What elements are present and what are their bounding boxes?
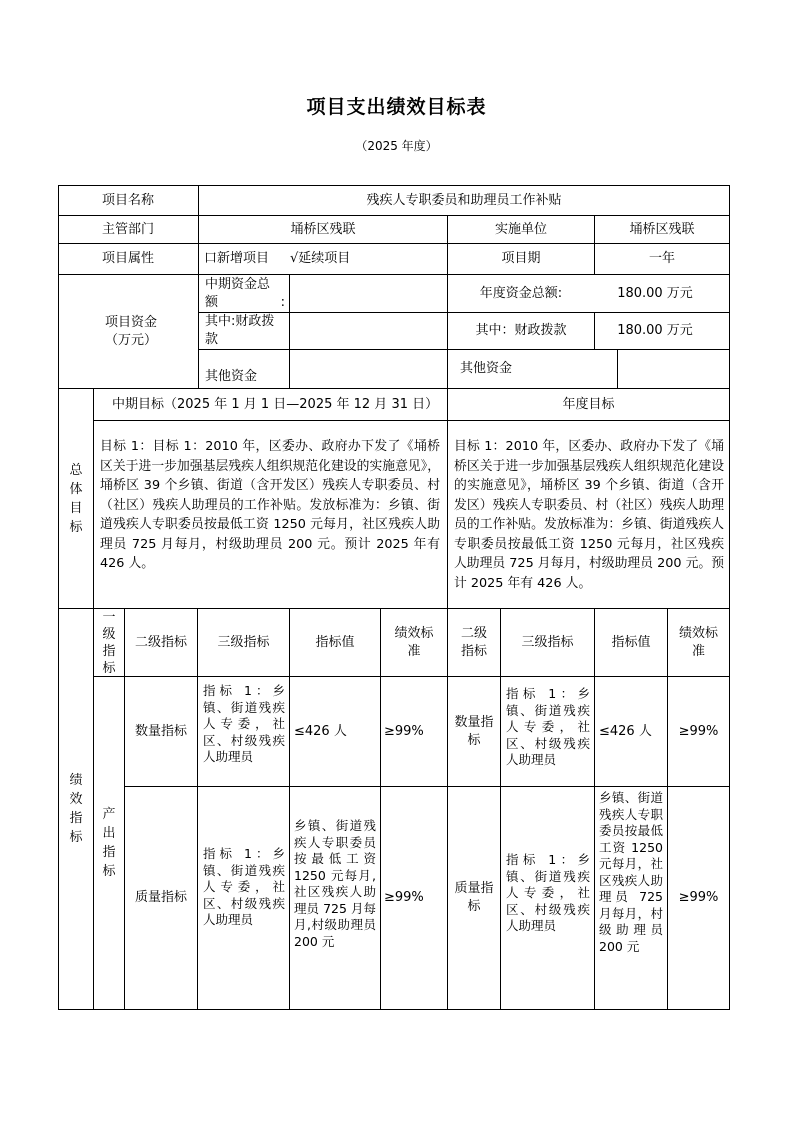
- document-title: 项目支出绩效目标表: [306, 96, 487, 118]
- period-value: 一年: [648, 251, 675, 266]
- perf-side-label: 绩效指标: [69, 773, 83, 845]
- period-label: 项目期: [501, 251, 541, 266]
- impl-value: 埇桥区残联: [629, 221, 695, 237]
- rule: [447, 388, 448, 1009]
- year-quantity-value: ≤426 人: [599, 723, 652, 739]
- header-level1: 一级指标: [102, 609, 116, 676]
- border-left: [58, 185, 59, 1010]
- mid-total-label: 中期资金总额:: [205, 276, 285, 310]
- header-level2: 二级指标: [134, 634, 187, 650]
- quantity-standard: ≥99%: [384, 723, 424, 739]
- project-name-value: 残疾人专职委员和助理员工作补贴: [366, 192, 562, 208]
- project-name-label: 项目名称: [101, 192, 154, 208]
- year-header-level3: 三级指标: [521, 634, 574, 650]
- level1-output: 产出指标: [102, 807, 116, 879]
- year-other-label: 其他资金: [460, 361, 513, 376]
- rule: [289, 274, 290, 388]
- dept-value: 埇桥区残联: [290, 221, 356, 237]
- border-bottom: [58, 1009, 730, 1010]
- attr-continue-option: √延续项目: [290, 251, 351, 266]
- mid-financial-label: 其中:财政拨款: [205, 314, 275, 347]
- document-year: （2025 年度）: [355, 139, 438, 153]
- goals-side-label: 总体目标: [69, 462, 83, 535]
- quality-level3: 指标 1：乡镇、街道残疾人专委，社区、村级残疾人助理员: [203, 846, 285, 927]
- year-financial-value: 180.00 万元: [617, 323, 693, 338]
- year-header-level2: 二级指标: [460, 625, 487, 659]
- year-header-standard: 绩效标准: [678, 625, 718, 659]
- mid-goal-header: 中期目标（2025 年 1 月 1 日—2025 年 12 月 31 日）: [112, 396, 439, 412]
- year-header-value: 指标值: [611, 634, 651, 650]
- quantity-value: ≤426 人: [294, 723, 347, 739]
- year-goal-text: 目标 1：2010 年，区委办、政府办下发了《埇桥区关于进一步加强基层残疾人组织规范化建设的实施意见》，埇桥区 39 个乡镇、街道（含开发区）残疾人专职委员、村（社区）残疾人助理员的工作补贴。发放标准为：乡镇、街道残疾人专职委员按最低工资 1250 元每月，社区残疾人助理员 725 月每月，村级助理员 200 元。预计 2025 年有 426 人。: [454, 439, 724, 591]
- rule: [93, 420, 730, 421]
- border-right: [729, 185, 730, 1010]
- rule: [617, 349, 618, 388]
- funds-label: 项目资金（万元）: [104, 314, 157, 348]
- quality-level2: 质量指标: [134, 890, 187, 905]
- quality-standard: ≥99%: [384, 890, 424, 905]
- mid-goal-text: 目标 1：目标 1：2010 年，区委办、政府办下发了《埇桥区关于进一步加强基层残疾人组织规范化建设的实施意见》，埇桥区 39 个乡镇、街道（含开发区）残疾人专职委员、村（社区）残疾人助理员的工作补贴。发放标准为：乡镇、街道残疾人专职委员按最低工资 1250 元每月，社区残疾人助理员 725 月每月，村级助理员 200 元。预计 2025 年有 426 人。: [100, 439, 440, 571]
- header-standard: 绩效标准: [394, 625, 434, 659]
- year-financial-label: 其中：财政拨款: [475, 323, 567, 338]
- attr-new-option: 口新增项目: [204, 251, 270, 266]
- impl-label: 实施单位: [494, 221, 547, 237]
- year-quality-level2: 质量指标: [454, 881, 494, 914]
- year-total-label: 年度资金总额:: [479, 285, 563, 301]
- year-quality-level3: 指标 1：乡镇、街道残疾人专委，社区、村级残疾人助理员: [506, 852, 590, 933]
- quality-value: 乡镇、街道残疾人专职委员按最低工资 1250 元每月,社区残疾人助理员 725 月每月,村级助理员 200 元: [294, 818, 376, 949]
- year-goal-header: 年度目标: [562, 396, 615, 412]
- year-quality-standard: ≥99%: [678, 890, 719, 905]
- header-level3: 三级指标: [217, 634, 270, 650]
- mid-other-label: 其他资金: [205, 369, 258, 384]
- attr-label: 项目属性: [101, 251, 154, 266]
- year-quality-value: 乡镇、街道残疾人专职委员按最低工资 1250 元每月，社区残疾人助理员 725 月每月，村级助理员 200 元: [599, 790, 663, 954]
- year-total-value: 180.00 万元: [617, 285, 693, 301]
- header-value: 指标值: [315, 634, 355, 650]
- year-quantity-standard: ≥99%: [678, 723, 719, 739]
- year-quantity-level3: 指标 1：乡镇、街道残疾人专委，社区、村级残疾人助理员: [506, 686, 590, 767]
- quantity-level2: 数量指标: [134, 723, 187, 739]
- quantity-level3: 指标 1：乡镇、街道残疾人专委，社区、村级残疾人助理员: [203, 683, 285, 764]
- dept-label: 主管部门: [101, 221, 154, 237]
- year-quantity-level2: 数量指标: [454, 714, 494, 748]
